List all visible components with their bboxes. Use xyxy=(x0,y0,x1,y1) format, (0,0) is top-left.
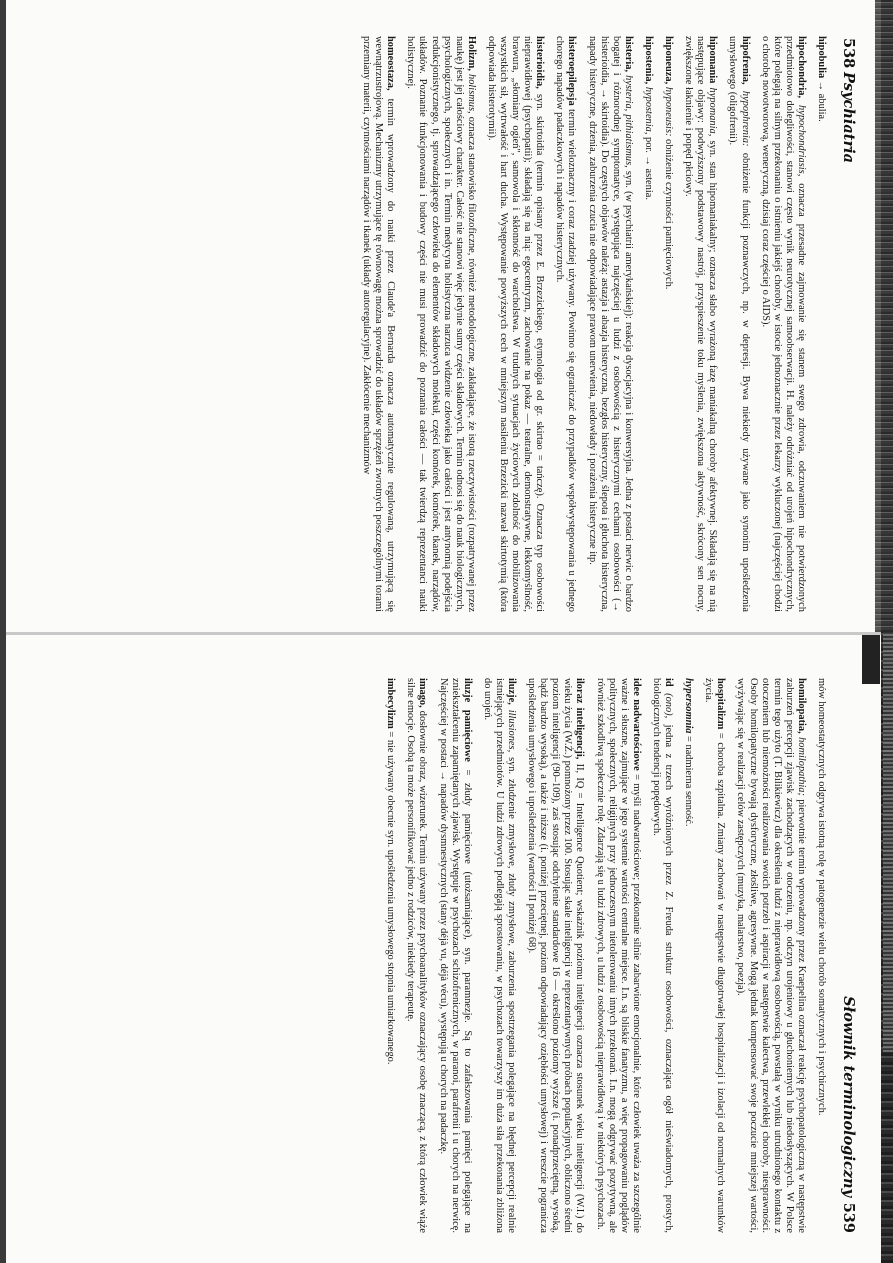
running-head: Psychiatria xyxy=(840,72,857,164)
page-number: 539 xyxy=(840,1202,857,1233)
entry-definition: = myśli nadwartościowe; przekonanie silnie zabarwione emocjonalnie, które człowiek uważa za szczególnie ważne i słuszne, zajmujące w jego systemie wartości centralne miejsce. I.n. są bliskie fanatyzmu, a więc propagowaniu poglądów politycznych, społecznych, religijnych przy jednoczesnym nietolerowaniu innych przekonań. I.n. mogą odgrywać pozytywną, ale również szkodliwą społecznie rolę. Zdarzają się u ludzi zdrowych, u ludzi z osobowością nieprawidłową i w niektórych psychozach. xyxy=(594,678,642,1234)
dictionary-entry xyxy=(682,678,694,1233)
entry-term: iluzje pamięciowe xyxy=(461,678,473,762)
entry-definition: = choroba szpitalna. Zmiany zachowań w następstwie długotrwałej hospitalizacji i izolacji od normalnych warunków życia. xyxy=(703,678,727,1233)
entry-term: hipomania xyxy=(707,36,719,84)
entry-latin-term: hysteria, pithiatismus, xyxy=(622,72,634,168)
dictionary-entry xyxy=(815,678,827,1233)
dictionary-entry xyxy=(436,678,472,1233)
entry-definition: termin wprowadzony do nauki przez Claude'a Bernarda oznacza automatycznie regulowaną, utrzymującą się wewnątrzustrojową. Mechanizmy utrzymujące tę równowagę można sprowadzić do układów sprzężeń zwrotnych poszczególnymi torami przemiany materii, czynnościami narządów i tkanek (układy autoregulacyjne). Zakłócenie mechanizmów xyxy=(361,36,397,612)
dictionary-entry xyxy=(734,678,807,1233)
entry-latin-term: (ono), xyxy=(663,686,675,719)
entry-term: hipobulia xyxy=(816,36,827,79)
entry-definition: = nadmierna senność. xyxy=(683,733,695,827)
entry-definition: syn. skirtoidia (termin opisany przez E. Brzezickiego, etymologia od gr. skirtao = tańczę). Oznacza typ osobowości nieprawidłowej (psychopatii); składają się na nią: egocentryzm, zachowanie na pokaz — teatralne, demonstratywne, lekkomyślność, brawura, „słomiany ogień", samowola i skłonność do warcholstwa. W trudnych sytuacjach życiowych zdolność do mobilizowania wszystkich sił, wytrwałość i hart ducha. Występowanie powyższych cech w mniejszym nasileniu Brzezicki nazwał skirtotymią (która odpowiada histerotymii). xyxy=(485,36,546,612)
dictionary-entry xyxy=(553,36,577,612)
page-number: 538 xyxy=(840,38,857,69)
entry-definition: oznacza stanowisko filozoficzne, również metodologiczne, zakładające, że istotą rzeczywistości (rozpatrywanej przez naukę) jest jej całościowy charakter. Całość nie stanowi więc jedynie sumy części składowych. Termin odnosi się do nauk biologicznych, psychologicznych, społecznych i in. Termin medycyna holistyczna narzuca widzenie człowieka jako całości i jest antynomią podejścia redukcjonistycznego, tj. sprowadzającego człowieka do elementów składowych molekuł, części komórek, komórek, tkanek, narządów, układów. Poznanie funkcjonowania i budowy części nie musi prowadzić do poznania całości — tak twierdzą reprezentanci nauki holistycznej. xyxy=(405,36,477,612)
dictionary-entry xyxy=(702,678,726,1233)
entry-latin-term: hypophrenia: xyxy=(739,84,751,147)
dictionary-entry xyxy=(404,36,477,612)
entry-term: homeostaza, xyxy=(385,36,397,91)
dictionary-entry xyxy=(682,36,718,612)
entry-term: hipostenia, xyxy=(642,36,654,85)
dictionary-entry xyxy=(485,36,545,612)
entry-definition: jedna z trzech wyróżnionych przez Z. Freuda struktur osobowości, oznaczająca ogół nieświadomych, prostych, biologicznych tendencji popędowych. xyxy=(650,678,675,1233)
dictionary-entry xyxy=(726,36,750,612)
dictionary-entry xyxy=(586,36,634,612)
dictionary-entry xyxy=(481,678,517,1233)
entry-term: Holizm, xyxy=(465,36,477,71)
entry-definition: obniżenie czynności pamięciowych. xyxy=(663,136,675,290)
dictionary-entry xyxy=(404,678,428,1233)
dictionary-entry xyxy=(662,36,674,612)
entry-latin-term: holismus, xyxy=(465,70,477,114)
dictionary-entry xyxy=(759,36,807,612)
entry-latin-term: hypostenia, xyxy=(642,84,654,135)
entry-definition: syn. (w psychiatrii amerykańskiej): reakcja dysocjacyjna i konwersyjna. Jedna z postaci nerwic o bardzo bogatej i różnorodnej symptomatyce, występująca najczęściej u ludzi z osobowością z histerycznymi cechami osobowości (→ histerioidia, → skirtoidia). Do częstych objawów należą: astazja i abazja histeryczna, bezgłos histeryczny, ślepota i głuchota histeryczna, napady histeryczne, drżenia, zaburzenia czucia nie odpowiadające prawom unerwienia, niedowłady i porażenia histeryczne itp. xyxy=(586,36,634,612)
scan-noise-strip xyxy=(883,632,893,1052)
entry-term: hiponeuza, xyxy=(663,36,675,85)
entry-term: hipochondria, xyxy=(795,36,807,99)
entry-term: histeria, xyxy=(622,36,634,73)
entry-definition: II, IQ = Intelligence Quotient; wskaźnik poziomu inteligencji oznacza stosunek wieku inteligencji (W.I.) do wieku życia (W.Ż.) pomnożony przez 100. Stosując skale inteligencji w reprezentatywnych próbach populacyjnych, obliczono średni poziom inteligencji (90–109), zaś stosując odchylenie standardowe 16 — określono poziomy wyższe (i. ponadprzeciętną, wysoką, bądź bardzo wysoką), a także i niższe (i. poniżej przeciętnej, poziom odpowiadający oziębłości umysłowej) i wreszcie pogranicza upośledzenia umysłowego i upośledzenia (wartości II poniżej 68). xyxy=(526,678,586,1233)
scan-noise-strip xyxy=(875,0,893,632)
entry-term: histerioidia, xyxy=(534,36,546,89)
dictionary-entry xyxy=(594,678,642,1233)
entry-term: iloraz inteligencji, xyxy=(574,678,586,760)
dictionary-entry xyxy=(650,678,674,1233)
dictionary-entry xyxy=(360,36,396,612)
dictionary-entry xyxy=(642,36,654,612)
entry-term: idee nadwartościowe xyxy=(630,678,642,771)
entry-term: hipofrenia, xyxy=(739,36,751,85)
entry-definition: dosłownie obraz, wizerunek. Termin używany przez psychoanalityków oznaczający osobę znaczącą, z którą człowiek wiąże silne emocje. Osobą ta może personifikować jedno z rodziców, niekiedy terapeutę. xyxy=(405,678,429,1233)
entry-term: hypersomnia xyxy=(683,678,695,734)
entry-definition: pierwotnie termin wprowadzony przez Kraepelina oznaczał reakcję psychopatologiczną w następstwie zaburzeń percepcji zjawisk zachodzących w otoczeniu, np. odczyn urojeniowy u głuchoniemych lub niedosłyszących. W Polsce termin tego użyto (T. Bilikiewicz) dla określenia ludzi z nieprawidłową osobowością, powstałą w wyniku utrudnionego kontaktu z otoczeniem lub niemożności realizowania swoich potrzeb i aspiracji w następstwie kalectwa, przewlekłej choroby, niesprawności. Osoby homilopatyczne bywają dysforyczne, złośliwe, agresywne. Mogą jednak kompensować swoje poczucie mniejszej wartości, wyżywając się w realizacji celów zastępczych (muzyka, malarstwo, poezja). xyxy=(735,678,807,1233)
dictionary-entry xyxy=(384,678,396,1233)
entry-definition: → abulia. xyxy=(816,78,827,122)
entry-definition: = złudy pamięciowe (utożsamiające), syn. paramnezje. Są to zafałszowania pamięci polegające na zniekształceniu zapamiętanych zjawisk. Występuje w psychozach schizofrenicznych, w paranoi, parafrenii i u chorych na nerwicę. Najczęściej w postaci → napadów dysmnestycznych (stany déjà vu, déjà vécu), występują u chorych na padaczkę. xyxy=(437,678,473,1233)
entry-definition: syn. stan hipomaniakalny; oznacza słabo wyrażoną fazę maniakalną choroby afektywnej. Składają się na nią następujące objawy: podwyższony podstawowy nastrój, przyspieszenie toku myślenia, zwiększona aktywność, skrócony sen nocny, zwiększone łaknienie i popęd płciowy. xyxy=(683,36,719,612)
entry-term: imago, xyxy=(417,678,429,708)
dictionary-column xyxy=(30,36,827,612)
entry-definition: oznacza przesadne zajmowanie się stanem swego zdrowia, odczuwaniem nie potwierdzonych przedmiotowo dolegliwości, stanowi często wynik neurotycznej samoobserwacji. H. należy odróżniać od urojeń hipochondrycznych, które polegają na silnym przekonaniu o istnieniu jakiejś choroby, w istocie jednoznacznie przez lekarzy wykluczonej (najczęściej chodzi o chorobę nowotworową, weneryczną, dzisiaj coraz częściej o AIDS). xyxy=(759,36,807,612)
entry-latin-term: hyponeusis: xyxy=(663,84,675,137)
entry-definition: obniżenie funkcji poznawczych, np. w depresji. Bywa niekiedy używane jako synonim upośledzenia umysłowego (oligofrenii). xyxy=(727,36,751,612)
entry-definition: syn. złudzenie zmysłowe, złudy zmysłowe, zaburzenia spostrzegania polegające na błędnej percepcji realnie istniejących przedmiotów. U ludzi zdrowych podlegają sprostowaniu, w psychozach towarzyszy im duża siła przekonania zbliżona do urojeń. xyxy=(481,678,518,1233)
entry-definition: = nie używany obecnie syn. upośledzenia umysłowego stopnia umiarkowanego. xyxy=(385,728,397,1065)
entry-latin-term: illusiones, xyxy=(506,704,518,753)
entry-definition: mów homeostatycznych odgrywa istotną rolę w patogenezie wielu chorób somatycznych i psychicznych. xyxy=(816,678,827,1116)
entry-latin-term: hypomania, xyxy=(707,83,719,137)
entry-term: histeroepilepsja xyxy=(566,36,578,106)
entry-term: hospitalizm xyxy=(715,678,727,730)
entry-term: imbecylizm xyxy=(385,678,397,729)
entry-latin-term: homilopathia; xyxy=(795,733,807,796)
entry-latin-term: hypochondriasis, xyxy=(795,98,807,177)
dictionary-column xyxy=(30,678,827,1233)
entry-term: homilopatia, xyxy=(795,678,807,734)
dictionary-entry xyxy=(525,678,585,1233)
entry-term: id xyxy=(663,678,675,687)
right-page xyxy=(0,632,893,1263)
entry-definition: por. → astenia. xyxy=(642,134,654,200)
dictionary-entry xyxy=(815,36,827,612)
entry-definition: termin wieloznaczny i coraz rzadziej używany. Powinno się ograniczać do przypadków współwystępowania u jednego chorego napadów padaczkowych i napadów histerycznych. xyxy=(554,36,578,612)
running-head: Słownik terminologiczny xyxy=(840,996,857,1197)
entry-term: iluzje, xyxy=(506,678,518,705)
